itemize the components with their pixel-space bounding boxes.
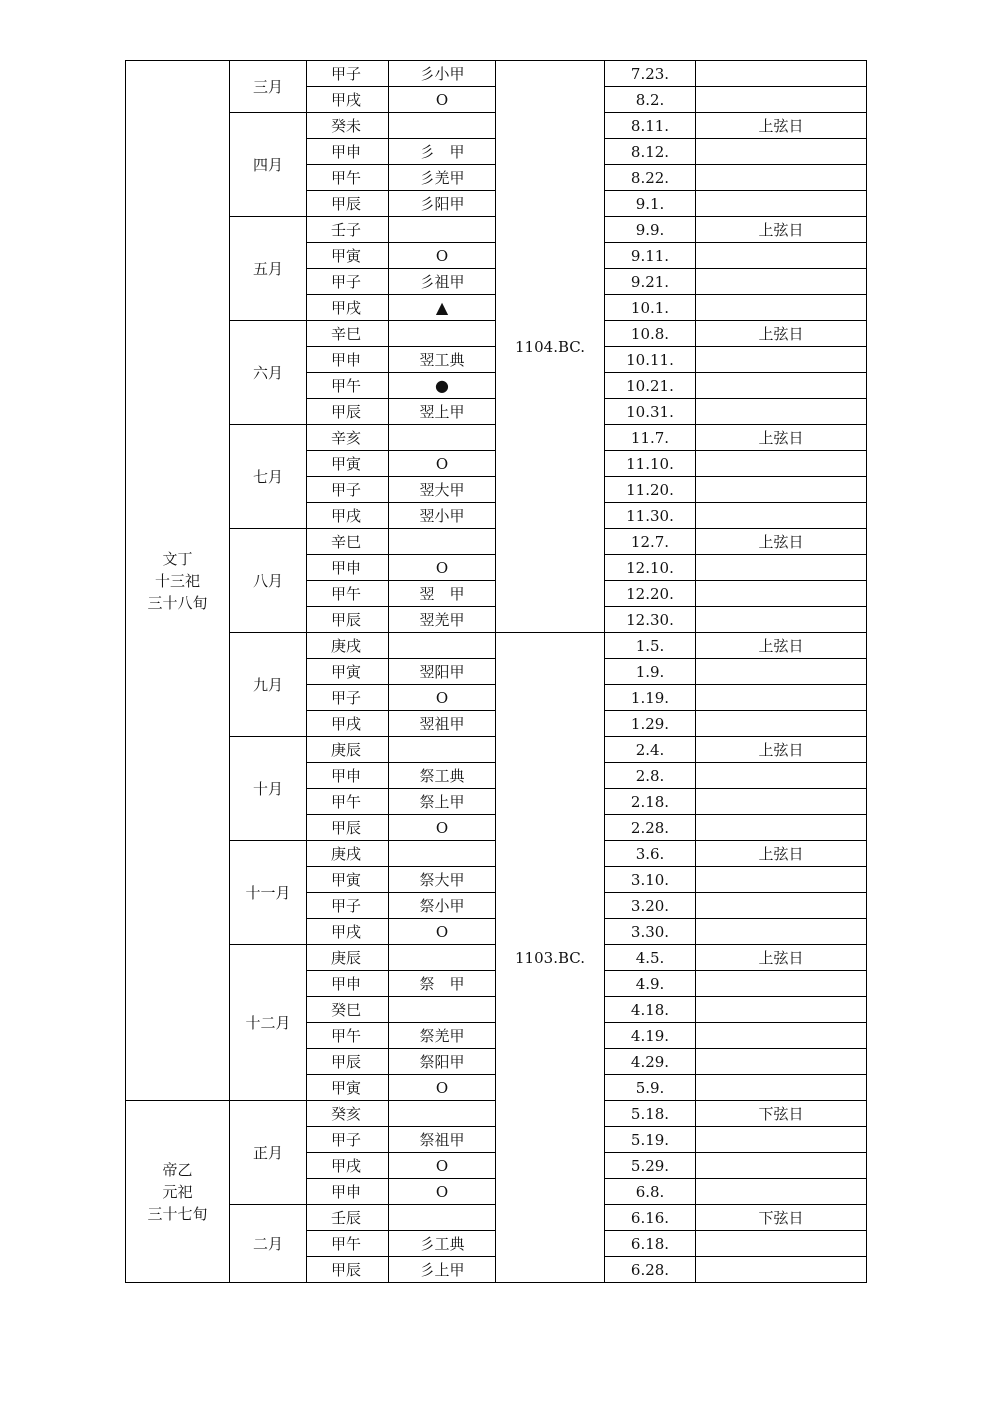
day-cell: 甲寅 (307, 243, 389, 269)
date-cell: 5.19. (605, 1127, 696, 1153)
phase-cell (696, 347, 867, 373)
phase-cell: 下弦日 (696, 1205, 867, 1231)
table-body (126, 61, 867, 1283)
day-cell: 甲寅 (307, 451, 389, 477)
date-cell: 5.18. (605, 1101, 696, 1127)
month-cell: 十月 (230, 737, 307, 841)
day-cell: 庚戌 (307, 633, 389, 659)
phase-cell (696, 1049, 867, 1075)
day-cell: 癸亥 (307, 1101, 389, 1127)
date-cell: 2.28. (605, 815, 696, 841)
day-cell: 甲戌 (307, 503, 389, 529)
phase-cell: 上弦日 (696, 841, 867, 867)
phase-cell (696, 685, 867, 711)
date-cell: 4.5. (605, 945, 696, 971)
day-cell: 庚戌 (307, 841, 389, 867)
phase-cell: 上弦日 (696, 113, 867, 139)
rite-cell (389, 217, 496, 243)
phase-cell (696, 243, 867, 269)
day-cell: 甲午 (307, 581, 389, 607)
day-cell: 辛亥 (307, 425, 389, 451)
phase-cell: 上弦日 (696, 633, 867, 659)
rite-cell (389, 425, 496, 451)
date-cell: 5.29. (605, 1153, 696, 1179)
phase-cell (696, 139, 867, 165)
sacrifice-calendar-table (125, 60, 867, 1283)
rite-cell: 彡阳甲 (389, 191, 496, 217)
rite-cell: 翌小甲 (389, 503, 496, 529)
date-cell: 9.1. (605, 191, 696, 217)
day-cell: 甲午 (307, 1231, 389, 1257)
day-cell: 甲戌 (307, 295, 389, 321)
date-cell: 4.29. (605, 1049, 696, 1075)
date-cell: 9.9. (605, 217, 696, 243)
day-cell: 甲子 (307, 269, 389, 295)
date-cell: 12.7. (605, 529, 696, 555)
phase-cell (696, 1075, 867, 1101)
date-cell: 2.18. (605, 789, 696, 815)
rite-cell (389, 529, 496, 555)
day-cell: 庚辰 (307, 945, 389, 971)
month-cell: 五月 (230, 217, 307, 321)
day-cell: 甲辰 (307, 815, 389, 841)
phase-cell (696, 61, 867, 87)
phase-cell (696, 295, 867, 321)
date-cell: 8.2. (605, 87, 696, 113)
month-cell: 七月 (230, 425, 307, 529)
rite-cell: ▲ (389, 295, 496, 321)
rite-cell (389, 1205, 496, 1231)
phase-cell (696, 607, 867, 633)
day-cell: 癸未 (307, 113, 389, 139)
rite-cell (389, 945, 496, 971)
rite-cell: 翌羌甲 (389, 607, 496, 633)
day-cell: 甲辰 (307, 1049, 389, 1075)
day-cell: 甲申 (307, 347, 389, 373)
table-row (126, 61, 867, 87)
day-cell: 甲申 (307, 1179, 389, 1205)
phase-cell (696, 87, 867, 113)
date-cell: 6.8. (605, 1179, 696, 1205)
rite-cell: 祭大甲 (389, 867, 496, 893)
rite-cell: O (389, 1075, 496, 1101)
date-cell: 2.4. (605, 737, 696, 763)
reign-line: 三十八旬 (147, 593, 208, 612)
phase-cell (696, 659, 867, 685)
date-cell: 6.28. (605, 1257, 696, 1283)
phase-cell (696, 971, 867, 997)
reign-line: 文丁 (162, 549, 193, 568)
rite-cell: O (389, 555, 496, 581)
reign-cell (126, 61, 230, 1101)
rite-cell: 祭上甲 (389, 789, 496, 815)
rite-cell: O (389, 685, 496, 711)
day-cell: 甲戌 (307, 919, 389, 945)
date-cell: 10.31. (605, 399, 696, 425)
phase-cell: 上弦日 (696, 217, 867, 243)
day-cell: 辛巳 (307, 529, 389, 555)
day-cell: 壬辰 (307, 1205, 389, 1231)
phase-cell (696, 789, 867, 815)
day-cell: 癸巳 (307, 997, 389, 1023)
rite-cell: O (389, 1179, 496, 1205)
date-cell: 10.8. (605, 321, 696, 347)
phase-cell: 下弦日 (696, 1101, 867, 1127)
reign-line: 三十七旬 (147, 1204, 208, 1223)
rite-cell: O (389, 451, 496, 477)
rite-cell: 彡上甲 (389, 1257, 496, 1283)
month-cell: 二月 (230, 1205, 307, 1283)
day-cell: 甲戌 (307, 87, 389, 113)
day-cell: 甲寅 (307, 867, 389, 893)
rite-cell (389, 321, 496, 347)
date-cell: 12.10. (605, 555, 696, 581)
month-cell: 正月 (230, 1101, 307, 1205)
day-cell: 甲子 (307, 893, 389, 919)
month-cell: 三月 (230, 61, 307, 113)
reign-cell (126, 1101, 230, 1283)
rite-cell (389, 1101, 496, 1127)
phase-cell (696, 451, 867, 477)
rite-cell: 翌 甲 (389, 581, 496, 607)
phase-cell: 上弦日 (696, 945, 867, 971)
phase-cell (696, 1231, 867, 1257)
rite-cell: 祭祖甲 (389, 1127, 496, 1153)
month-cell: 六月 (230, 321, 307, 425)
rite-cell: 彡小甲 (389, 61, 496, 87)
date-cell: 4.18. (605, 997, 696, 1023)
date-cell: 1.29. (605, 711, 696, 737)
day-cell: 甲辰 (307, 1257, 389, 1283)
year-cell: 1104.BC. (496, 61, 605, 633)
rite-cell: 祭 甲 (389, 971, 496, 997)
date-cell: 8.22. (605, 165, 696, 191)
day-cell: 甲子 (307, 1127, 389, 1153)
month-cell: 十一月 (230, 841, 307, 945)
date-cell: 9.21. (605, 269, 696, 295)
date-cell: 1.19. (605, 685, 696, 711)
date-cell: 8.11. (605, 113, 696, 139)
rite-cell (389, 113, 496, 139)
day-cell: 甲申 (307, 555, 389, 581)
rite-cell: O (389, 815, 496, 841)
day-cell: 甲寅 (307, 659, 389, 685)
day-cell: 甲申 (307, 971, 389, 997)
day-cell: 甲辰 (307, 399, 389, 425)
date-cell: 11.10. (605, 451, 696, 477)
phase-cell (696, 997, 867, 1023)
day-cell: 壬子 (307, 217, 389, 243)
phase-cell: 上弦日 (696, 321, 867, 347)
phase-cell (696, 1127, 867, 1153)
phase-cell (696, 815, 867, 841)
phase-cell (696, 555, 867, 581)
rite-cell: ● (389, 373, 496, 399)
phase-cell (696, 763, 867, 789)
day-cell: 甲午 (307, 1023, 389, 1049)
date-cell: 12.20. (605, 581, 696, 607)
rite-cell: 祭羌甲 (389, 1023, 496, 1049)
rite-cell: 翌上甲 (389, 399, 496, 425)
date-cell: 11.30. (605, 503, 696, 529)
reign-line: 十三祀 (154, 571, 200, 590)
date-cell: 5.9. (605, 1075, 696, 1101)
phase-cell (696, 165, 867, 191)
rite-cell: O (389, 87, 496, 113)
rite-cell: 翌阳甲 (389, 659, 496, 685)
day-cell: 甲午 (307, 165, 389, 191)
date-cell: 10.1. (605, 295, 696, 321)
day-cell: 甲申 (307, 763, 389, 789)
rite-cell: 祭小甲 (389, 893, 496, 919)
day-cell: 甲戌 (307, 1153, 389, 1179)
rite-cell: 彡工典 (389, 1231, 496, 1257)
day-cell: 甲辰 (307, 191, 389, 217)
rite-cell: 祭工典 (389, 763, 496, 789)
date-cell: 3.6. (605, 841, 696, 867)
reign-line: 元祀 (162, 1182, 193, 1201)
table-row (126, 633, 867, 659)
phase-cell (696, 373, 867, 399)
phase-cell: 上弦日 (696, 529, 867, 555)
day-cell: 甲子 (307, 477, 389, 503)
day-cell: 甲午 (307, 373, 389, 399)
phase-cell (696, 503, 867, 529)
date-cell: 7.23. (605, 61, 696, 87)
day-cell: 甲辰 (307, 607, 389, 633)
date-cell: 3.20. (605, 893, 696, 919)
rite-cell: O (389, 243, 496, 269)
rite-cell: 翌祖甲 (389, 711, 496, 737)
month-cell: 四月 (230, 113, 307, 217)
phase-cell: 上弦日 (696, 425, 867, 451)
rite-cell: 翌工典 (389, 347, 496, 373)
date-cell: 12.30. (605, 607, 696, 633)
date-cell: 4.19. (605, 1023, 696, 1049)
phase-cell (696, 711, 867, 737)
date-cell: 2.8. (605, 763, 696, 789)
date-cell: 1.5. (605, 633, 696, 659)
phase-cell (696, 1257, 867, 1283)
rite-cell: O (389, 1153, 496, 1179)
date-cell: 11.20. (605, 477, 696, 503)
phase-cell (696, 1179, 867, 1205)
phase-cell (696, 477, 867, 503)
date-cell: 10.21. (605, 373, 696, 399)
rite-cell (389, 737, 496, 763)
month-cell: 十二月 (230, 945, 307, 1101)
phase-cell (696, 269, 867, 295)
date-cell: 4.9. (605, 971, 696, 997)
date-cell: 9.11. (605, 243, 696, 269)
day-cell: 庚辰 (307, 737, 389, 763)
rite-cell (389, 633, 496, 659)
date-cell: 11.7. (605, 425, 696, 451)
rite-cell (389, 841, 496, 867)
phase-cell (696, 919, 867, 945)
day-cell: 辛巳 (307, 321, 389, 347)
reign-line: 帝乙 (162, 1160, 193, 1179)
phase-cell (696, 399, 867, 425)
day-cell: 甲子 (307, 61, 389, 87)
year-cell: 1103.BC. (496, 633, 605, 1283)
month-cell: 九月 (230, 633, 307, 737)
phase-cell (696, 867, 867, 893)
phase-cell (696, 191, 867, 217)
rite-cell: 翌大甲 (389, 477, 496, 503)
phase-cell (696, 1153, 867, 1179)
day-cell: 甲午 (307, 789, 389, 815)
date-cell: 6.16. (605, 1205, 696, 1231)
phase-cell (696, 893, 867, 919)
month-cell: 八月 (230, 529, 307, 633)
date-cell: 8.12. (605, 139, 696, 165)
rite-cell: 彡羌甲 (389, 165, 496, 191)
phase-cell (696, 1023, 867, 1049)
day-cell: 甲子 (307, 685, 389, 711)
date-cell: 1.9. (605, 659, 696, 685)
date-cell: 3.30. (605, 919, 696, 945)
phase-cell: 上弦日 (696, 737, 867, 763)
rite-cell: 祭阳甲 (389, 1049, 496, 1075)
rite-cell: O (389, 919, 496, 945)
rite-cell: 彡祖甲 (389, 269, 496, 295)
day-cell: 甲寅 (307, 1075, 389, 1101)
date-cell: 10.11. (605, 347, 696, 373)
rite-cell: 彡 甲 (389, 139, 496, 165)
phase-cell (696, 581, 867, 607)
date-cell: 3.10. (605, 867, 696, 893)
rite-cell (389, 997, 496, 1023)
day-cell: 甲戌 (307, 711, 389, 737)
day-cell: 甲申 (307, 139, 389, 165)
date-cell: 6.18. (605, 1231, 696, 1257)
